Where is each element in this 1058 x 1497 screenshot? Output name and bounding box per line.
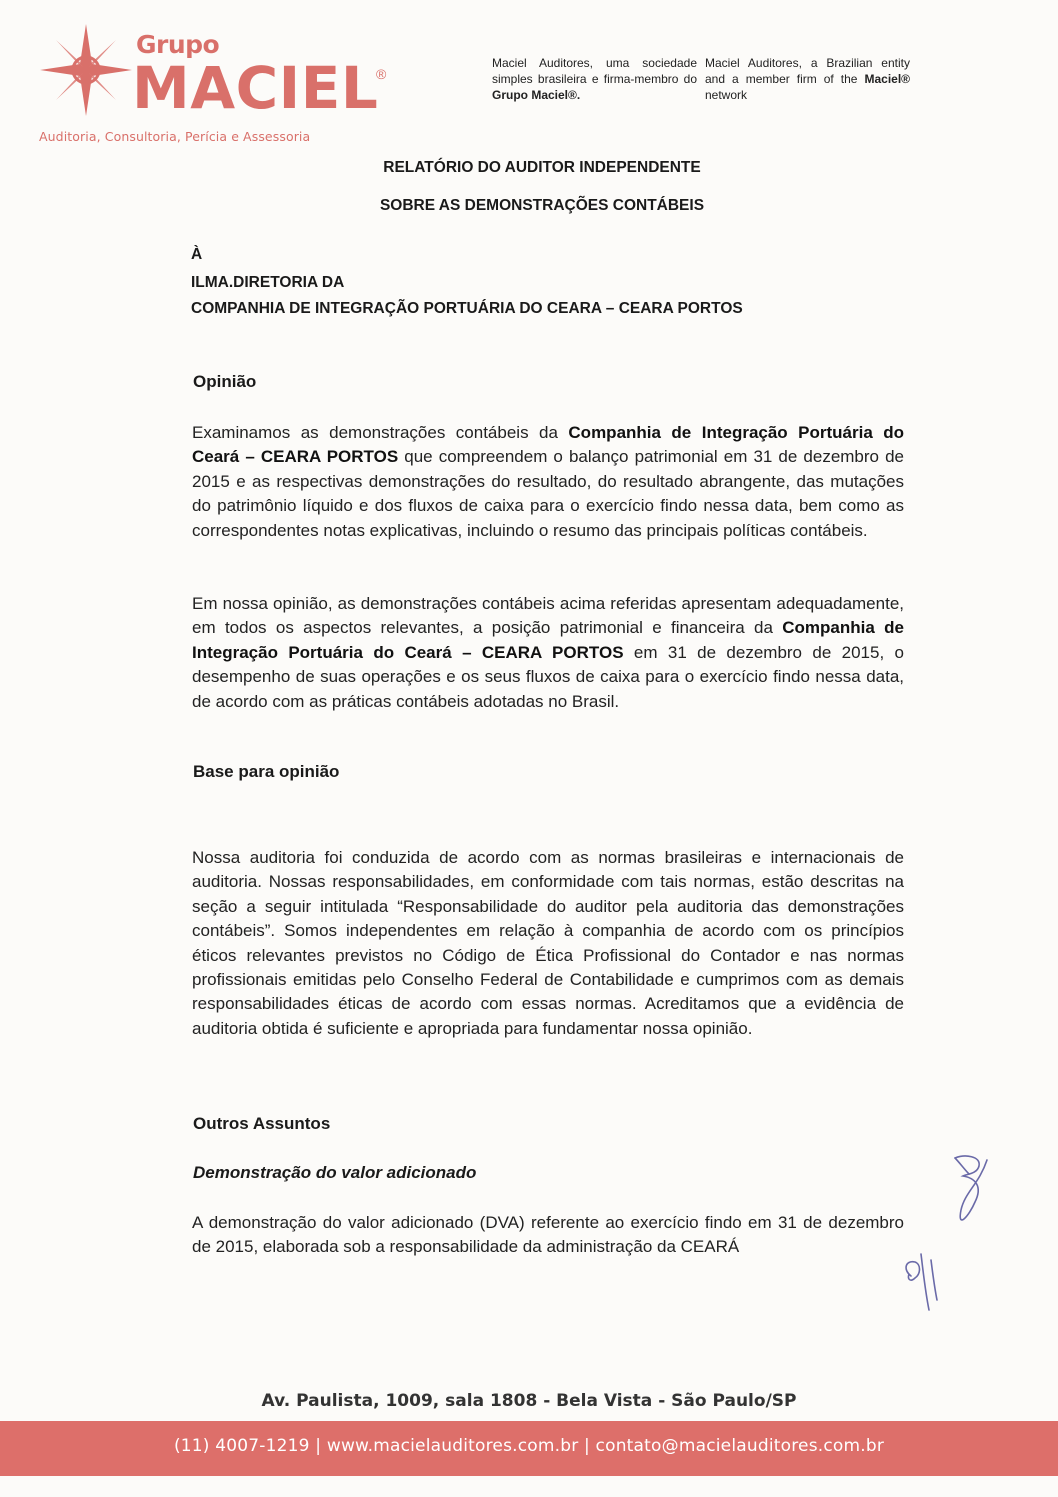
header-note-english: Maciel Auditores, a Brazilian entity and a member firm of the Maciel® network [705, 56, 910, 102]
basis-paragraph: Nossa auditoria foi conduzida de acordo com as normas brasileiras e internacionais de auditoria. Nossas responsabilidades, em conformidade com tais normas, estão descritas na seção a seguir intitulada “Responsabilidade do auditor pela auditoria das demonstrações contábeis”. Somos independentes em relação à companhia de acordo com os princípios éticos relevantes previstos no Código de Ética Profissional do Contador e nas normas profissionais emitidas pelo Conselho Federal de Contabilidade e cumprimos com as demais responsabilidades éticas de acordo com essas normas. Acreditamos que a evidência de auditoria obtida é suficiente e apropriada para fundamentar nossa opinião. [192, 848, 904, 1038]
section-heading-other-matters: Outros Assuntos [193, 1114, 331, 1133]
report-title: RELATÓRIO DO AUDITOR INDEPENDENTE [383, 159, 701, 176]
subsection-heading-dva: Demonstração do valor adicionado [193, 1163, 477, 1182]
opinion-paragraph-1: Examinamos as demonstrações contábeis da Companhia de Integração Portuária do Ceará – CEARA PORTOS que compreendem o balanço patrimonial em 31 de dezembro de 2015 e as respectivas demonstrações do resultado, do resultado abrangente, das mutações do patrimônio líquido e dos fluxos de caixa para o exercício findo nessa data, bem como as correspondentes notas explicativas, incluindo o resumo das principais políticas contábeis. [192, 423, 904, 540]
footer-address: Av. Paulista, 1009, sala 1808 - Bela Vista - São Paulo/SP [261, 1391, 797, 1411]
footer-contact-info: (11) 4007-1219 | www.macielauditores.com.br | contato@macielauditores.com.br [173, 1436, 885, 1456]
report-subtitle: SOBRE AS DEMONSTRAÇÕES CONTÁBEIS [379, 197, 705, 214]
addressee-line-2: ILMA.DIRETORIA DA [191, 274, 345, 291]
logo-maciel-text: MACIEL [132, 54, 379, 122]
section-heading-basis: Base para opinião [193, 762, 340, 781]
addressee-line-3: COMPANHIA DE INTEGRAÇÃO PORTUÁRIA DO CEARA – CEARA PORTOS [191, 300, 743, 317]
addressee-line-1: À [191, 246, 203, 263]
opinion-paragraph-2: Em nossa opinião, as demonstrações contábeis acima referidas apresentam adequadamente, em todos os aspectos relevantes, a posição patrimonial e financeira da Companhia de Integração Portuária do Ceará – CEARA PORTOS em 31 de dezembro de 2015, o desempenho de suas operações e os seus fluxos de caixa para o exercício findo nessa data, de acordo com as práticas contábeis adotadas no Brasil. [192, 594, 905, 711]
header-note-portuguese: Maciel Auditores, uma sociedade simples brasileira e firma-membro do Grupo Maciel®. [492, 56, 697, 102]
logo-tagline: Auditoria, Consultoria, Perícia e Assessoria [39, 129, 311, 144]
handwritten-initials [895, 1150, 1005, 1320]
dva-paragraph: A demonstração do valor adicionado (DVA) referente ao exercício findo em 31 de dezembro de 2015, elaborada sob a responsabilidade da administração da CEARÁ [192, 1213, 904, 1257]
section-heading-opinion: Opinião [193, 372, 257, 391]
logo-registered-mark: ® [376, 66, 387, 82]
logo-grupo-text: Grupo [136, 30, 220, 59]
compass-star-icon [38, 22, 134, 118]
